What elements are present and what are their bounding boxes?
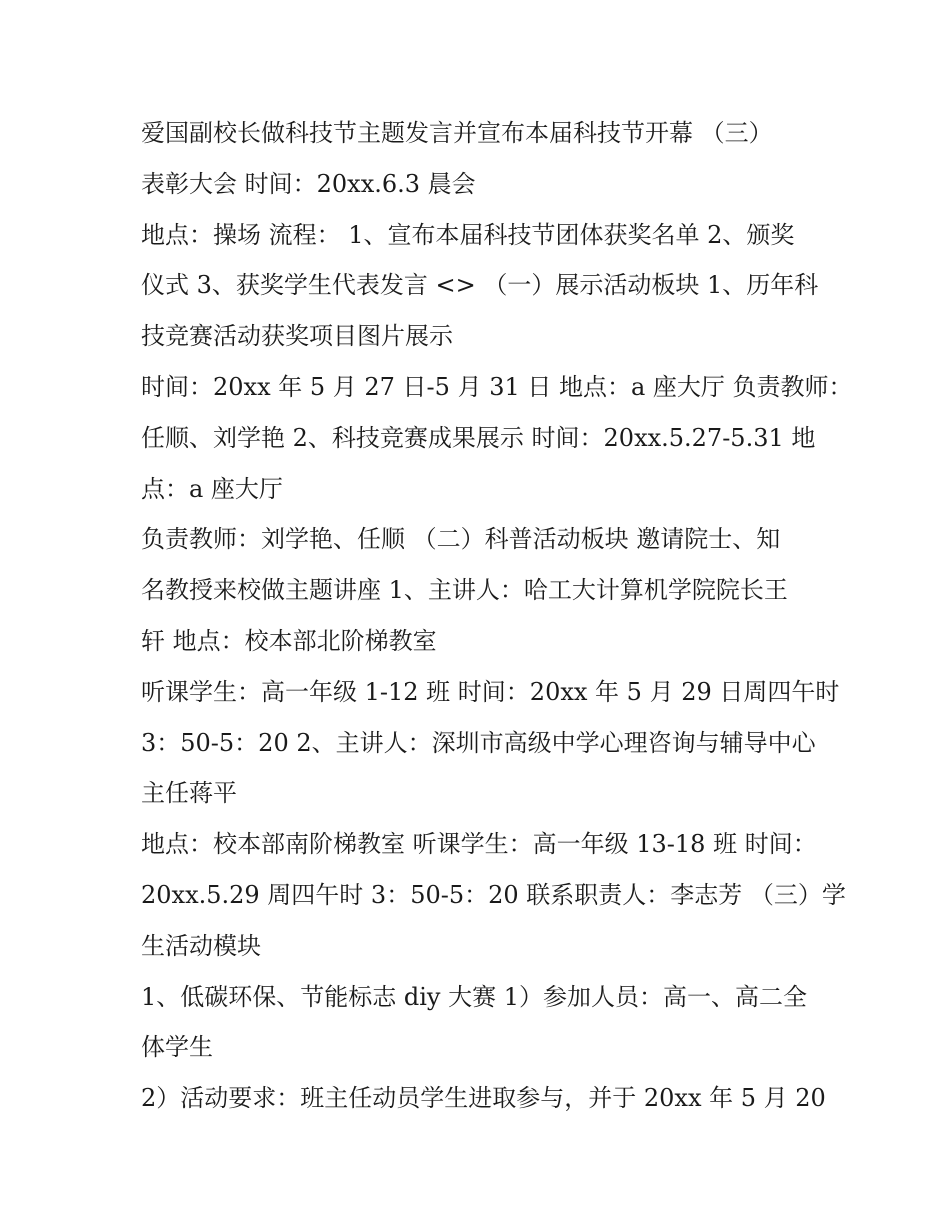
text-line: 生活动模块	[141, 931, 261, 960]
text-line: 体学生	[141, 1033, 213, 1062]
text-line: 时间：20xx 年 5 月 27 日-5 月 31 日 地点：a 座大厅 负责教师：	[141, 372, 853, 401]
text-line: 3：50-5：20 2、主讲人：深圳市高级中学心理咨询与辅导中心	[141, 728, 816, 757]
document-body	[141, 108, 853, 1124]
text-line: 技竞赛活动获奖项目图片展示	[141, 322, 453, 351]
text-line: 仪式 3、获奖学生代表发言 <> （一）展示活动板块 1、历年科	[141, 271, 819, 300]
text-line: 负责教师：刘学艳、任顺 （二）科普活动板块 邀请院士、知	[141, 525, 781, 554]
text-line: 1、低碳环保、节能标志 diy 大赛 1）参加人员：高一、高二全	[141, 982, 808, 1011]
text-line: 20xx.5.29 周四午时 3：50-5：20 联系职责人：李志芳 （三）学	[141, 880, 846, 909]
text-line: 听课学生：高一年级 1-12 班 时间：20xx 年 5 月 29 日周四午时	[141, 677, 840, 706]
text-line: 轩 地点：校本部北阶梯教室	[141, 626, 437, 655]
text-line: 爱国副校长做科技节主题发言并宣布本届科技节开幕 （三）	[141, 119, 773, 147]
text-line: 地点：校本部南阶梯教室 听课学生：高一年级 13-18 班 时间：	[141, 830, 817, 859]
text-line: 表彰大会 时间：20xx.6.3 晨会	[141, 169, 476, 198]
text-line: 2）活动要求：班主任动员学生进取参与，并于 20xx 年 5 月 20	[141, 1084, 826, 1113]
text-line: 地点：操场 流程： 1、宣布本届科技节团体获奖名单 2、颁奖	[141, 220, 795, 249]
text-line: 主任蒋平	[141, 779, 237, 808]
text-line: 任顺、刘学艳 2、科技竞赛成果展示 时间：20xx.5.27-5.31 地	[141, 423, 816, 452]
text-line: 点：a 座大厅	[141, 474, 283, 503]
text-line: 名教授来校做主题讲座 1、主讲人：哈工大计算机学院院长王	[141, 576, 788, 605]
